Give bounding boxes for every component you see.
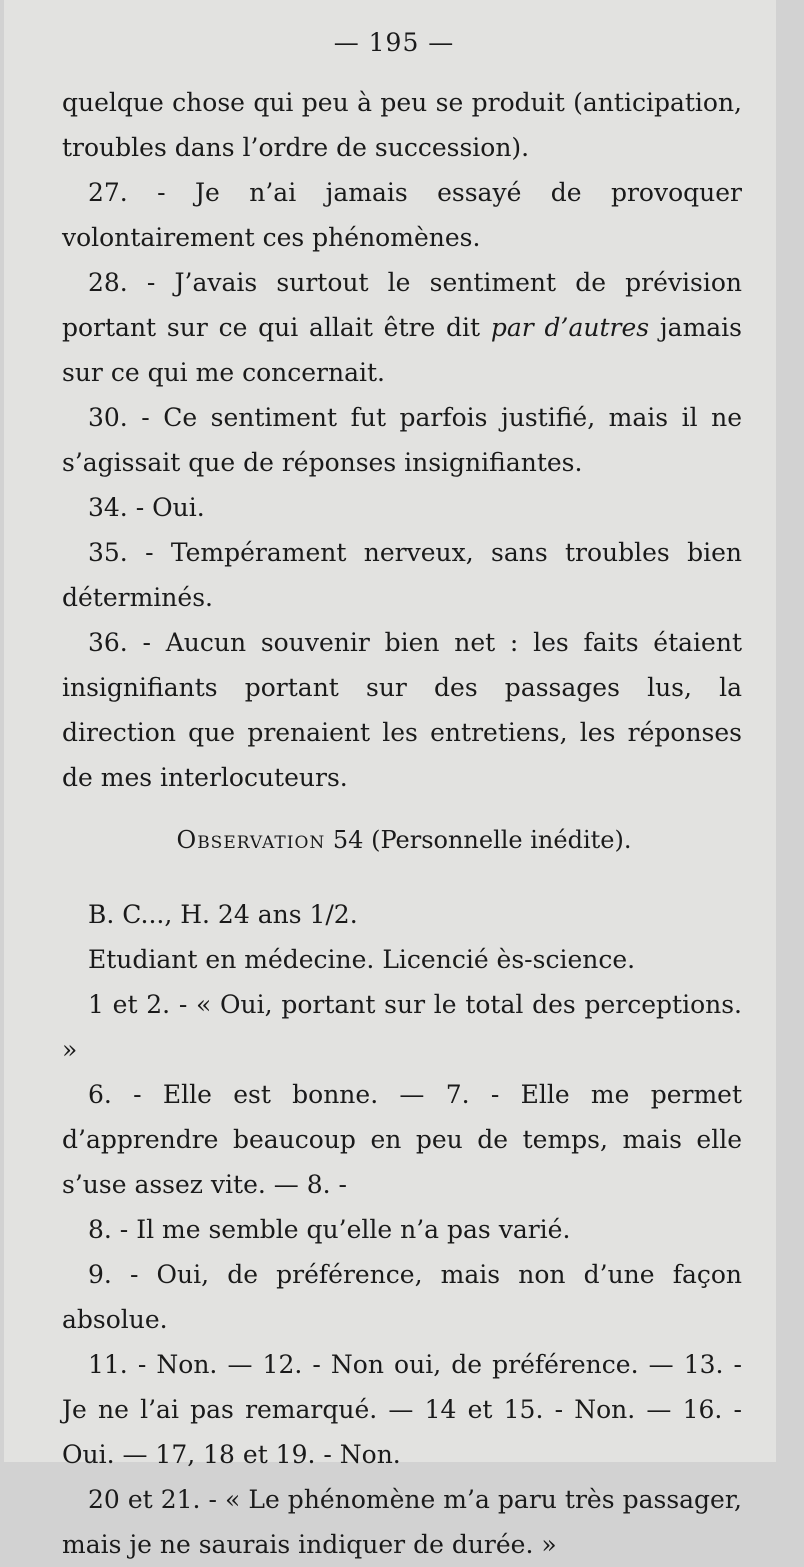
italic-phrase: par d’autres	[490, 313, 650, 342]
paragraph: 1 et 2. - « Oui, portant sur le total des perceptions. »	[62, 990, 742, 1064]
paragraph: 20 et 21. - « Le phénomène m’a paru très passager, mais je ne saurais indiquer de durée. »	[62, 1485, 742, 1559]
text-block-bottom	[62, 892, 742, 1567]
paragraph: 35. - Tempérament nerveux, sans troubles bien déterminés.	[62, 538, 742, 612]
paragraph	[62, 260, 742, 395]
paragraph: 11. - Non. — 12. - Non oui, de préférence. — 13. - Je ne l’ai pas remarqué. — 14 et 15. - Non. — 16. - Oui. — 17, 18 et 19. - Non.	[62, 1350, 742, 1469]
book-page	[4, 0, 776, 1559]
paragraph: 6. - Elle est bonne. — 7. - Elle me permet d’apprendre beaucoup en peu de temps, mais elle s’use assez vite. — 8. -	[62, 1080, 742, 1199]
paragraph: 9. - Oui, de préférence, mais non d’une façon absolue.	[62, 1260, 742, 1334]
paragraph-text: 28. - J’avais surtout le sentiment de prévision portant sur ce qui allait être dit	[62, 268, 742, 342]
section-heading	[4, 820, 804, 860]
paragraph: 30. - Ce sentiment fut parfois justifié, mais il ne s’agissait que de réponses insignifiantes.	[62, 403, 742, 477]
paragraph: Etudiant en médecine. Licencié ès-science.	[88, 945, 636, 974]
paragraph: 8. - Il me semble qu’elle n’a pas varié.	[88, 1215, 571, 1244]
paragraph: quelque chose qui peu à peu se produit (anticipation, troubles dans l’ordre de succession).	[62, 88, 742, 162]
heading-label: Observation	[176, 826, 326, 854]
page-number: — 195 —	[333, 28, 455, 57]
paragraph-text: jamais sur ce qui me concernait.	[62, 313, 743, 387]
paragraph: B. C..., H. 24 ans 1/2.	[88, 900, 358, 929]
text-block-top	[62, 80, 742, 800]
paragraph: 36. - Aucun souvenir bien net : les faits étaient insignifiants portant sur des passages lus, la direction que prenaient les entretiens, les réponses de mes interlocuteurs.	[62, 628, 742, 792]
paragraph: 27. - Je n’ai jamais essayé de provoquer volontairement ces phénomènes.	[62, 178, 742, 252]
paragraph: 34. - Oui.	[88, 493, 205, 522]
heading-rest: 54 (Personnelle inédite).	[325, 826, 632, 854]
